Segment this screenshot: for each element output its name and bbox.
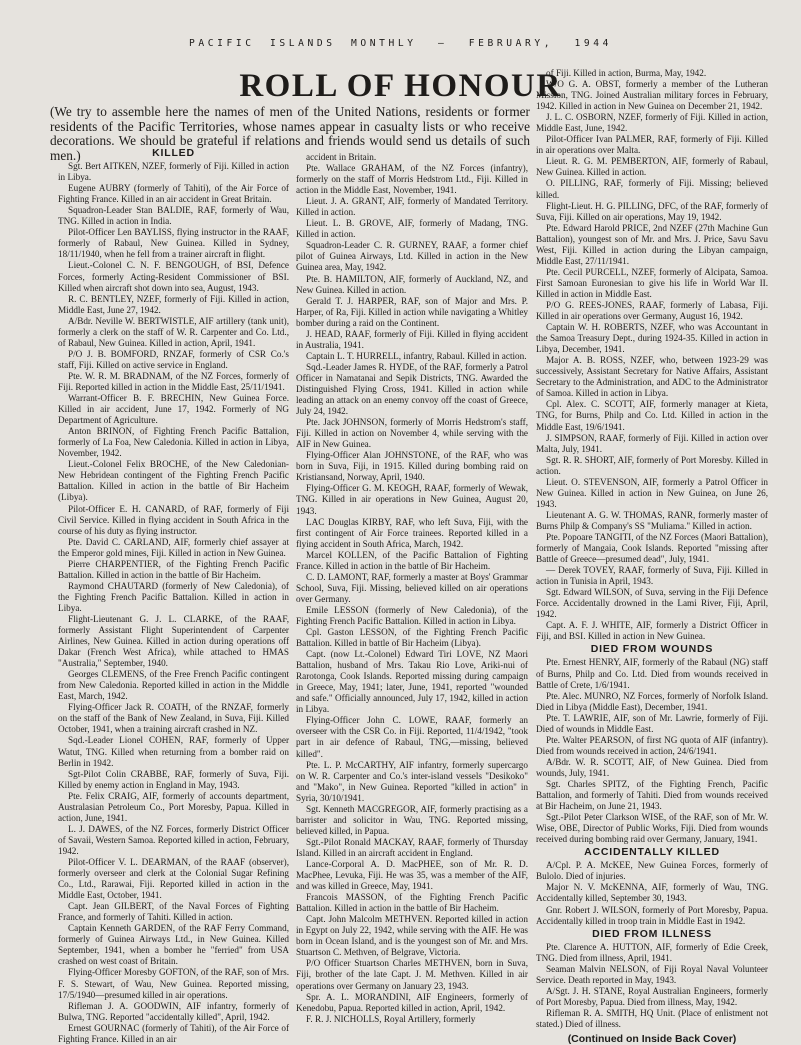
roll-entry: A/Cpl. P. A. McKEE, New Guinea Forces, formerly of Bulolo. Died of injuries. — [536, 860, 768, 882]
roll-entry: Sgt. Kenneth MACGREGOR, AIF, formerly practising as a barrister and solicitor in Wau, TNG. Reported missing, believed killed, in Papua. — [296, 803, 528, 836]
roll-entry: Squadron-Leader Stan BALDIE, RAF, formerly of Wau, TNG. Killed in action in India. — [58, 205, 289, 227]
roll-entry: Capt. John Malcolm METHVEN. Reported killed in action in Egypt on July 22, 1942, while serving with the AIF. He was born in Ocean Island, and is the youngest son of Mr. and Mrs. Stuartson C. Methven, of Belgrave, Victoria. — [296, 914, 528, 958]
roll-entry: Sgt.-Pilot Peter Clarkson WISE, of the RAF, son of Mr. W. Wise, OBE, Director of Public Works, Fiji. Died from wounds received during bombing raid over Germany, January, 1941. — [536, 812, 768, 845]
roll-entry: Pilot-Officer Len BAYLISS, flying instructor in the RAAF, formerly of Rabaul, New Guinea. Killed in Sydney, 18/11/1940, when he fell from a trainer aircraft in flight. — [58, 227, 289, 260]
column-3-entries — [536, 68, 768, 642]
roll-entry: J. L. C. OSBORN, NZEF, formerly of Fiji. Killed in action, Middle East, June, 1942. — [536, 112, 768, 134]
header-separator: – — [437, 38, 448, 49]
roll-entry: Pilot-Officer Ivan PALMER, RAF, formerly of Fiji. Killed in air operations over Malta. — [536, 134, 768, 156]
roll-entry: Capt. (now Lt.-Colonel) Edward Tiri LOVE, NZ Maori Battalion, husband of Mrs. Takau Rio Love, Ariki-nui of Rarotonga, Cook Islands. Reported missing during campaign in Greece, May, 1941; later, June, 1941, reported "wounded and safe." Officially announced, July 17, 1942, killed in action in Libya. — [296, 649, 528, 715]
section-heading: DIED FROM WOUNDS — [590, 643, 714, 656]
column-1 — [58, 146, 289, 1045]
roll-entry: F. R. J. NICHOLLS, Royal Artillery, formerly — [306, 1013, 476, 1024]
roll-entry: J. SIMPSON, RAAF, formerly of Fiji. Killed in action over Malta, July, 1941. — [536, 432, 768, 454]
roll-entry: Pte. Wallace GRAHAM, of the NZ Forces (infantry), formerly on the staff of Morris Hedstrom Ltd., Fiji. Killed in action in the Middle East, November, 1941. — [296, 163, 528, 196]
roll-entry: Seaman Malvin NELSON, of Fiji Royal Naval Volunteer Service. Death reported in May, 1943. — [536, 963, 768, 985]
roll-entry: Pte. Popoare TANGITI, of the NZ Forces (Maori Battalion), formerly of Mangaia, Cook Islands. Reported "missing after Battle of Greece—presumed dead", July, 1941. — [536, 531, 768, 565]
roll-entry: Cpl. Gaston LESSON, of the Fighting French Pacific Battalion. Killed in battle of Bir Hacheim (Libya). — [296, 627, 528, 649]
roll-entry: Ernest GOURNAC (formerly of Tahiti), of the Air Force of Fighting France. Killed in an air — [58, 1022, 289, 1044]
roll-entry: LAC Douglas KIRBY, RAF, who left Suva, Fiji, with the first contingent of Air Force trainees. Reported killed in a flying accident in South Africa, March, 1942. — [296, 516, 528, 549]
roll-entry: Eugene AUBRY (formerly of Tahiti), of the Air Force of Fighting France. Killed in an air accident in Great Britain. — [58, 183, 289, 205]
roll-entry: Pierre CHARPENTIER, of the Fighting French Pacific Battalion. Killed in action in the battle of Bir Hacheim. — [58, 558, 289, 580]
roll-entry: Anton BRINON, of Fighting French Pacific Battalion, formerly of La Foa, New Caledonia. Killed in action in Libya, November, 1942. — [58, 426, 289, 459]
roll-entry: A/Sgt. J. H. STANE, Royal Australian Engineers, formerly of Port Moresby, Papua. Died from illness, May, 1942. — [536, 985, 768, 1007]
roll-entry: C. D. LAMONT, RAF, formerly a master at Boys' Grammar School, Suva, Fiji. Missing, believed killed on air operations over Germany. — [296, 571, 528, 604]
roll-entry: Pte. Felix CRAIG, AIF, formerly of accounts department, Australasian Petroleum Co., Port Moresby, Papua. Killed in action, June, 1941. — [58, 790, 289, 823]
roll-entry: Captain L. T. HURRELL, infantry, Rabaul. Killed in action. — [306, 350, 527, 361]
roll-entry: Sqd.-Leader James R. HYDE, of the RAF, formerly a Patrol Officer in Namatanai and Sepik Districts, TNG. Awarded the Distinguished Flying Cross, 1941. Killed in action while leading an attack on an enemy convoy off the coast of Greece, July 24, 1942. — [296, 361, 528, 417]
issue-month: FEBRUARY, — [468, 38, 554, 49]
roll-entry: P/O J. B. BOMFORD, RNZAF, formerly of CSR Co.'s staff, Fiji. Killed on active service in England. — [58, 348, 289, 370]
roll-entry: L. J. DAWES, of the NZ Forces, formerly District Officer of Savaii, Western Samoa. Reported killed in action, February, 1942. — [58, 823, 289, 856]
roll-entry: Emile LESSON (formerly of New Caledonia), of the Fighting French Pacific Battalion. Killed in action in Libya. — [296, 604, 528, 626]
section-entries — [536, 657, 768, 845]
roll-entry: Marcel KOLLEN, of the Pacific Battalion of Fighting France. Killed in action in the battle of Bir Hacheim. — [296, 549, 528, 571]
roll-entry: Pte. Jack JOHNSON, formerly of Morris Hedstrom's staff, Fiji. Killed in action on November 4, while serving with the AIF in New Guinea. — [296, 417, 528, 450]
running-header — [0, 38, 801, 49]
roll-entry: Sgt.-Pilot Ronald MACKAY, RAAF, formerly of Thursday Island. Killed in an aircraft accident in England. — [296, 836, 528, 858]
roll-entry: Pte. L. P. McCARTHY, AIF infantry, formerly supercargo on W. R. Carpenter and Co.'s inter-island vessels "Desikoko" and "Mako", in New Guinea. Reported "killed in action" in Syria, 30/10/1941. — [296, 759, 528, 803]
roll-entry: Lieut. J. A. GRANT, AIF, formerly of Mandated Territory. Killed in action. — [296, 196, 528, 218]
roll-entry: Lieut. O. STEVENSON, AIF, formerly a Patrol Officer in New Guinea. Killed in action in New Guinea, on June 26, 1943. — [536, 476, 768, 509]
roll-entry: accident in Britain. — [306, 152, 377, 162]
roll-entry: Flight-Lieut. H. G. PILLING, DFC, of the RAF, formerly of Suva, Fiji. Killed on air operations, May 19, 1942. — [536, 200, 768, 222]
roll-entry: W/O G. A. OBST, formerly a member of the Lutheran Mission, TNG. Joined Australian military forces in February, 1942. Killed in action in New Guinea on December 21, 1942. — [536, 79, 768, 112]
roll-entry: Warrant-Officer B. F. BRECHIN, New Guinea Force. Killed in air accident, June 17, 1942. Formerly of NG Department of Agriculture. — [58, 393, 289, 426]
roll-entry: Pte. Ernest HENRY, AIF, formerly of the Rabaul (NG) staff of Burns, Philp and Co. Ltd. Died from wounds received in Battle of Crete, 1/6/1941. — [536, 657, 768, 690]
roll-entry: Pte. Edward Harold PRICE, 2nd NZEF (27th Machine Gun Battalion), youngest son of Mr. and Mrs. J. Price, Savu Savu West, Fiji. Killed in action during the Libyan campaign, Middle East, 27/11/1941. — [536, 222, 768, 266]
journal-name: PACIFIC ISLANDS MONTHLY — [188, 38, 417, 49]
roll-entry: Pte. Alec. MUNRO, NZ Forces, formerly of Norfolk Island. Died in Libya (Middle East), December, 1941. — [536, 690, 768, 712]
roll-entry: Squadron-Leader C. R. GURNEY, RAAF, a former chief pilot of Guinea Airways, Ltd. Killed in action in the New Guinea area, May, 1942. — [296, 240, 528, 273]
roll-entry: Lieutenant A. G. W. THOMAS, RANR, formerly master of Burns Philp & Company's SS "Muliama." Killed in action. — [536, 509, 768, 531]
roll-entry: Francois MASSON, of the Fighting French Pacific Battalion. Killed in action in the battle of Bir Hacheim. — [296, 892, 528, 914]
roll-entry: Pilot-Officer V. L. DEARMAN, of the RAAF (observer), formerly overseer and clerk at the Colonial Sugar Refining Co., Ltd., Rarawai, Fiji. Reported killed in action in the Middle East, October, 1941. — [58, 857, 289, 901]
roll-entry: Pte. T. LAWRIE, AIF, son of Mr. Lawrie, formerly of Fiji. Died of wounds in Middle East. — [536, 712, 768, 734]
roll-entry: A/Bdr. W. R. SCOTT, AIF, of New Guinea. Died from wounds, July, 1941. — [536, 756, 768, 778]
roll-entry: Captain W. H. ROBERTS, NZEF, who was Accountant in the Samoa Treasury Dept., during 1924-35. Killed in action in Libya, December, 1941. — [536, 322, 768, 355]
roll-entry: Lieut.-Colonel Felix BROCHE, of the New Caledonian-New Hebridean contingent of the Fighting French Pacific Battalion. Killed in action in the battle of Bir Hacheim (Libya). — [58, 459, 289, 503]
roll-entry: J. HEAD, RAAF, formerly of Fiji. Killed in flying accident in Australia, 1941. — [296, 328, 528, 350]
column-3-sections — [536, 644, 768, 1030]
roll-entry: Rifleman R. A. SMITH, HQ Unit. (Place of enlistment not stated.) Died of illness. — [536, 1007, 768, 1029]
roll-entry: Sgt. Bert AITKEN, NZEF, formerly of Fiji. Killed in action in Libya. — [58, 161, 289, 183]
page-title: ROLL OF HONOUR — [239, 68, 562, 104]
roll-entry: Georges CLEMENS, of the Free French Pacific contingent from New Caledonia. Reported killed in action in the Middle East, March, 1942. — [58, 669, 289, 702]
roll-entry: — Derek TOVEY, RAAF, formerly of Suva, Fiji. Killed in action in Tunisia in April, 1943. — [536, 565, 768, 587]
roll-entry: A/Bdr. Neville W. BERTWISTLE, AIF artillery (tank unit), formerly a clerk on the staff of W. R. Carpenter and Co. Ltd., of Rabaul, New Guinea. Killed in action, April, 1941. — [58, 315, 289, 348]
roll-entry: Lieut. R. G. M. PEMBERTON, AIF, formerly of Rabaul, New Guinea. Killed in action. — [536, 156, 768, 178]
roll-entry: Raymond CHAUTARD (formerly of New Caledonia), of the Fighting French Pacific Battalion. Killed in action in Libya. — [58, 580, 289, 613]
roll-entry: Lieut.-Colonel C. N. F. BENGOUGH, of BSI, Defence Forces, formerly Acting-Resident Commissioner of BSI. Killed when aircraft shot down into sea, August, 1943. — [58, 260, 289, 293]
roll-entry: Sgt. R. R. SHORT, AIF, formerly of Port Moresby. Killed in action. — [536, 454, 768, 476]
roll-entry: Captain Kenneth GARDEN, of the RAF Ferry Command, formerly of Guinea Airways Ltd., in New Guinea. Killed September, 1941, when a bomber he "ferried" from USA crashed on west coast of Britain. — [58, 923, 289, 967]
column-2-entries — [296, 152, 528, 1025]
roll-entry: Pilot-Officer E. H. CANARD, of RAF, formerly of Fiji Civil Service. Killed in flying accident in South Africa in the course of his duty as flying instructor. — [58, 503, 289, 536]
column-1-entries — [58, 161, 289, 1045]
section-heading-killed: KILLED — [152, 147, 195, 159]
roll-entry: P/O G. REES-JONES, RAAF, formerly of Labasa, Fiji. Killed in air operations over Germany, August 16, 1942. — [536, 299, 768, 322]
roll-entry: Lance-Corporal A. D. MacPHEE, son of Mr. R. D. MacPhee, Levuka, Fiji. He was 35, was a member of the AIF, and was killed in Greece, May, 1941. — [296, 859, 528, 892]
roll-entry: Capt. Jean GILBERT, of the Naval Forces of Fighting France, and formerly of Tahiti. Killed in action. — [58, 901, 289, 923]
roll-entry: Pte. Walter PEARSON, of first NG quota of AIF (infantry). Died from wounds received in action, 24/6/1941. — [536, 734, 768, 756]
roll-entry: Flying-Officer John C. LOWE, RAAF, formerly an overseer with the CSR Co. in Fiji. Reported, 11/4/1942, "took part in air defence of Rabaul, TNG,—missing, believed killed". — [296, 715, 528, 759]
roll-entry: Rifleman J. A. GOODWIN, AIF infantry, formerly of Bulwa, TNG. Reported "accidentally killed", April, 1942. — [58, 1000, 289, 1022]
roll-entry: Sgt. Edward WILSON, of Suva, serving in the Fiji Defence Force. Accidentally drowned in the Lami River, Fiji, April, 1942. — [536, 587, 768, 620]
column-2 — [296, 152, 528, 1025]
roll-entry: Lieut. L. B. GROVE, AIF, formerly of Madang, TNG. Killed in action. — [296, 218, 528, 240]
roll-entry: Pte. David C. CARLAND, AIF, formerly chief assayer at the Emperor gold mines, Fiji. Killed in action in New Guinea. — [58, 536, 289, 558]
column-3 — [536, 68, 768, 1045]
section-entries — [536, 860, 768, 926]
issue-year: 1944 — [574, 38, 613, 49]
roll-entry: Gnr. Robert J. WILSON, formerly of Port Moresby, Papua. Accidentally killed in troop train in Middle East in 1942. — [536, 904, 768, 926]
roll-entry: P/O Officer Stuartson Charles METHVEN, born in Suva, Fiji, brother of the late Capt. J. M. Methven. Killed in air operations over Germany on January 23, 1943. — [296, 958, 528, 991]
roll-entry: Gerald T. J. HARPER, RAF, son of Major and Mrs. P. Harper, of Ra, Fiji. Killed in action while navigating a Whitley bomber during a raid on the Continent. — [296, 295, 528, 328]
roll-entry: Flying-Officer Moresby GOFTON, of the RAF, son of Mrs. F. S. Stewart, of Wau, New Guinea. Reported missing, 17/5/1940—presumed killed in air operations. — [58, 967, 289, 1000]
roll-entry: Flying-Officer Jack R. COATH, of the RNZAF, formerly on the staff of the Bank of New Zealand, in Suva, Fiji. Killed October, 1941, when a training aircraft crashed in NZ. — [58, 702, 289, 735]
roll-entry: O. PILLING, RAF, formerly of Fiji. Missing; believed killed. — [536, 178, 768, 200]
roll-entry: Cpl. Alex. C. SCOTT, AIF, formerly manager at Kieta, TNG, for Burns, Philp and Co. Ltd. Killed in action in the Middle East, 19/6/1941. — [536, 399, 768, 432]
section-heading: ACCIDENTALLY KILLED — [584, 846, 720, 859]
continued-note: (Continued on Inside Back Cover) — [567, 1033, 737, 1045]
roll-entry: Sqd.-Leader Lionel COHEN, RAF, formerly of Upper Watut, TNG. Killed when returning from a bomber raid on Berlin in 1942. — [58, 735, 289, 768]
intro-paragraph: (We try to assemble here the names of men of the United Nations, residents or former residents of the Pacific Territories, whose names appear in casualty lists or who receive decorations. We should be grateful if relations and friends would send us details of such men.) — [50, 104, 530, 163]
section-heading: DIED FROM ILLNESS — [592, 927, 712, 940]
roll-entry: Sgt. Charles SPITZ, of the Fighting French, Pacific Battalion, and formerly of Tahiti. Died from wounds received at Bir Hacheim, on June 21, 1943. — [536, 779, 768, 812]
roll-entry: of Fiji. Killed in action, Burma, May, 1942. — [546, 68, 707, 78]
roll-entry: Pte. W. R. M. BRADNAM, of the NZ Forces, formerly of Fiji. Reported killed in action in the Middle East, 25/11/1941. — [58, 370, 289, 392]
roll-entry: Flight-Lieutenant G. J. L. CLARKE, of the RAAF, formerly Assistant Flight Superintendent of Carpenter Airlines, New Guinea. Killed in action during operations off Dakar (French West Africa), while attached to HMAS "Australia," September, 1940. — [58, 613, 289, 669]
roll-entry: Flying-Officer G. M. KEOGH, RAAF, formerly of Wewak, TNG. Killed in air operations in New Guinea, August 20, 1943. — [296, 483, 528, 516]
section-entries — [536, 942, 768, 1030]
roll-entry: Capt. A. F. J. WHITE, AIF, formerly a District Officer in Fiji, and BSI. Killed in action in New Guinea. — [536, 620, 768, 642]
roll-entry: Major N. V. McKENNA, AIF, formerly of Wau, TNG. Accidentally killed, September 30, 1943. — [536, 882, 768, 904]
roll-entry: Flying-Officer Alan JOHNSTONE, of the RAF, who was born in Suva, Fiji, in 1915. Killed during bombing raid on Kristiansand, Norway, April, 1940. — [296, 450, 528, 483]
roll-entry: Pte. Clarence A. HUTTON, AIF, formerly of Edie Creek, TNG. Died from illness, April, 1941. — [536, 941, 768, 963]
roll-entry: Spr. A. L. MORANDINI, AIF Engineers, formerly of Kenedobu, Papua. Reported killed in action, April, 1942. — [296, 991, 528, 1013]
roll-entry: Sgt-Pilot Colin CRABBE, RAF, formerly of Suva, Fiji. Killed by enemy action in England in May, 1943. — [58, 768, 289, 790]
roll-entry: R. C. BENTLEY, NZEF, formerly of Fiji. Killed in action, Middle East, June 27, 1942. — [58, 293, 289, 315]
roll-entry: Pte. B. HAMILTON, AIF, formerly of Auckland, NZ, and New Guinea. Killed in action. — [296, 273, 528, 295]
roll-entry: Major A. B. ROSS, NZEF, who, between 1923-29 was successively, Assistant Secretary for Native Affairs, Assistant Secretary to the Administration, and ADC to the Administrator of Samoa. Killed in action in Libya. — [536, 355, 768, 399]
roll-entry: Pte. Cecil PURCELL, NZEF, formerly of Alcipata, Samoa. First Samoan Euronesian to give his life in World War II. Killed in action in Middle East. — [536, 266, 768, 299]
